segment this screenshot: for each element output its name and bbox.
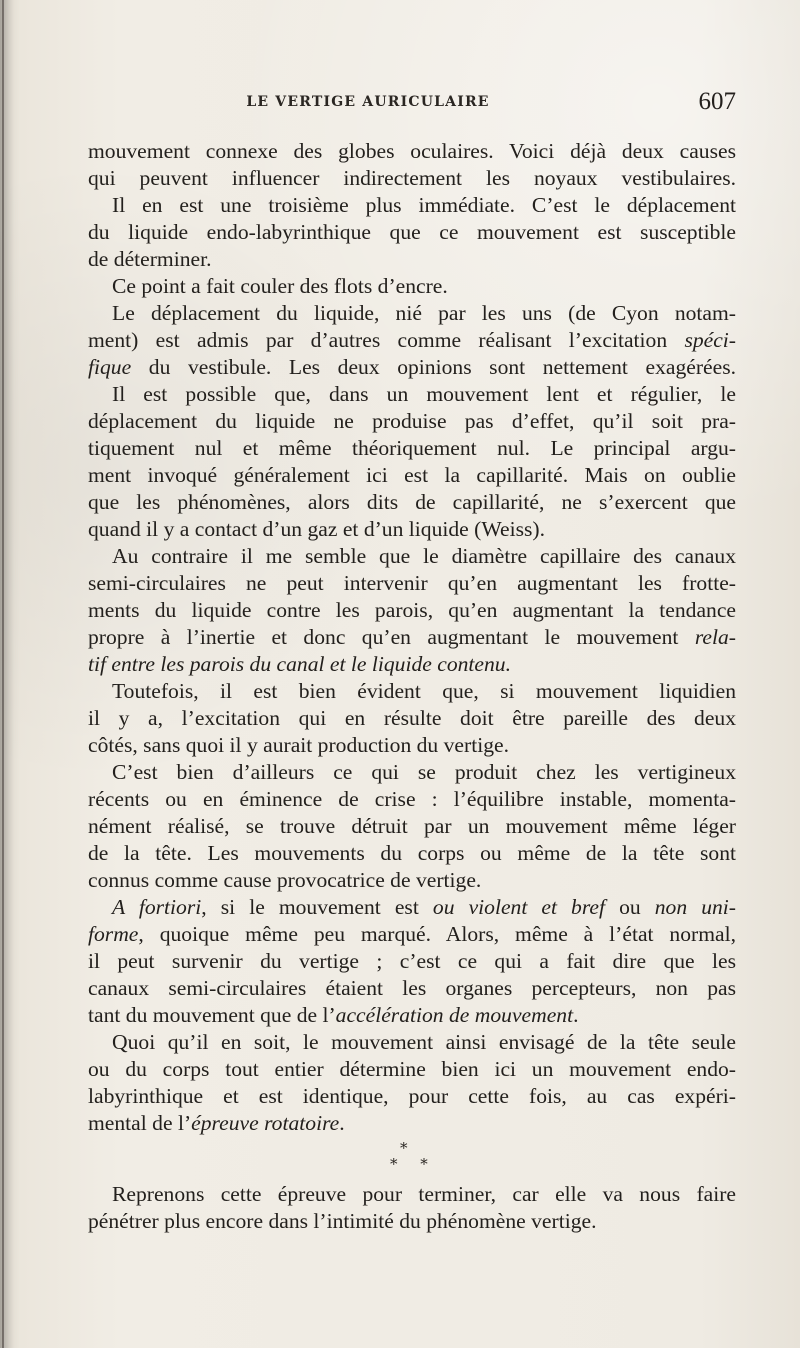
emphasis-epreuve-rotatoire: épreuve rotatoire bbox=[191, 1111, 340, 1135]
text-line-4: du liquide endo-labyrinthique que ce mouvement est susceptible bbox=[88, 220, 736, 244]
emphasis-forme: forme bbox=[88, 922, 139, 946]
text-line-6: Ce point a fait couler des flots d’encre. bbox=[112, 274, 448, 298]
text-line-24: C’est bien d’ailleurs ce qui se produit chez les vertigineux bbox=[112, 760, 736, 784]
separator-top-asterisk: * bbox=[400, 1139, 408, 1157]
emphasis-acceleration-de-mouvement: accélération de mouvement bbox=[335, 1003, 574, 1027]
text-line-39: pénétrer plus encore dans l’intimité du phénomène vertige. bbox=[88, 1209, 597, 1233]
text-line-1: mouvement connexe des globes oculaires. Voici déjà deux causes bbox=[88, 139, 736, 163]
text-line-5: de déterminer. bbox=[88, 247, 212, 271]
separator-bottom-asterisks: * * bbox=[390, 1155, 437, 1173]
text-line-18: ments du liquide contre les parois, qu’en augmentant la tendance bbox=[88, 598, 736, 622]
text-line-36: labyrinthique et est identique, pour cette fois, au cas expéri- bbox=[88, 1084, 736, 1108]
text-line-23: côtés, sans quoi il y aurait production du vertige. bbox=[88, 733, 509, 757]
text-line-7: Le déplacement du liquide, nié par les uns (de Cyon notam- bbox=[112, 301, 736, 325]
emphasis-rela: rela- bbox=[694, 625, 736, 649]
text-line-19: propre à l’inertie et donc qu’en augmentant le mouvement rela- bbox=[88, 625, 736, 649]
text-line-8: ment) est admis par d’autres comme réalisant l’excitation spéci- bbox=[88, 328, 736, 352]
text-line-2: qui peuvent influencer indirectement les noyaux vestibulaires. bbox=[88, 166, 736, 190]
text-line-26: nément réalisé, se trouve détruit par un mouvement même léger bbox=[88, 814, 736, 838]
text-line-30: forme, quoique même peu marqué. Alors, même à l’état normal, bbox=[88, 922, 736, 946]
text-line-15: quand il y a contact d’un gaz et d’un liquide (Weiss). bbox=[88, 517, 545, 541]
text-line-28: connus comme cause provocatrice de vertige. bbox=[88, 868, 482, 892]
text-line-3: Il en est une troisième plus immédiate. C’est le déplacement bbox=[112, 193, 736, 217]
text-line-9: fique du vestibule. Les deux opinions sont nettement exagérées. bbox=[88, 355, 736, 379]
text-line-22: il y a, l’excitation qui en résulte doit être pareille des deux bbox=[88, 706, 736, 730]
emphasis-a-fortiori: A fortiori bbox=[112, 895, 202, 919]
text-line-29: A fortiori, si le mouvement est ou violent et bref ou non uni- bbox=[112, 895, 736, 919]
text-line-27: de la tête. Les mouvements du corps ou même de la tête sont bbox=[88, 841, 736, 865]
emphasis-ou-violent-et-bref: ou violent et bref bbox=[432, 895, 606, 919]
text-line-16: Au contraire il me semble que le diamètre capillaire des canaux bbox=[112, 544, 736, 568]
text-line-34: Quoi qu’il en soit, le mouvement ainsi envisagé de la tête seule bbox=[112, 1030, 736, 1054]
text-line-10: Il est possible que, dans un mouvement lent et régulier, le bbox=[112, 382, 736, 406]
emphasis-fique: fique bbox=[88, 355, 132, 379]
text-line-32: canaux semi-circulaires étaient les organes percepteurs, non pas bbox=[88, 976, 736, 1000]
text-line-11: déplacement du liquide ne produise pas d’effet, qu’il soit pra- bbox=[88, 409, 736, 433]
text-line-20: tif entre les parois du canal et le liquide contenu. bbox=[88, 652, 511, 676]
text-line-33: tant du mouvement que de l’accélération de mouvement. bbox=[88, 1003, 579, 1027]
text-line-31: il peut survenir du vertige ; c’est ce qui a fait dire que les bbox=[88, 949, 736, 973]
text-line-12: tiquement nul et même théoriquement nul. Le principal argu- bbox=[88, 436, 736, 460]
section-separator bbox=[88, 1141, 736, 1181]
page-spine-line bbox=[2, 0, 4, 1348]
text-line-17: semi-circulaires ne peut intervenir qu’en augmentant les frotte- bbox=[88, 571, 736, 595]
emphasis-speci: spéci- bbox=[684, 328, 736, 352]
emphasis-non-uni: non uni- bbox=[654, 895, 736, 919]
document-body bbox=[88, 138, 736, 1235]
running-head: LE VERTIGE AURICULAIRE bbox=[246, 94, 490, 110]
page-number: 607 bbox=[698, 88, 736, 115]
text-line-35: ou du corps tout entier détermine bien ici un mouvement endo- bbox=[88, 1057, 736, 1081]
text-line-21: Toutefois, il est bien évident que, si mouvement liquidien bbox=[112, 679, 736, 703]
text-line-37: mental de l’épreuve rotatoire. bbox=[88, 1111, 345, 1135]
text-line-13: ment invoqué généralement ici est la capillarité. Mais on oublie bbox=[88, 463, 736, 487]
text-line-25: récents ou en éminence de crise : l’équilibre instable, momenta- bbox=[88, 787, 736, 811]
page-header bbox=[88, 88, 736, 122]
text-line-38: Reprenons cette épreuve pour terminer, car elle va nous faire bbox=[112, 1182, 736, 1206]
section-separator-space bbox=[88, 1137, 736, 1181]
text-line-14: que les phénomènes, alors dits de capillarité, ne s’exercent que bbox=[88, 490, 736, 514]
